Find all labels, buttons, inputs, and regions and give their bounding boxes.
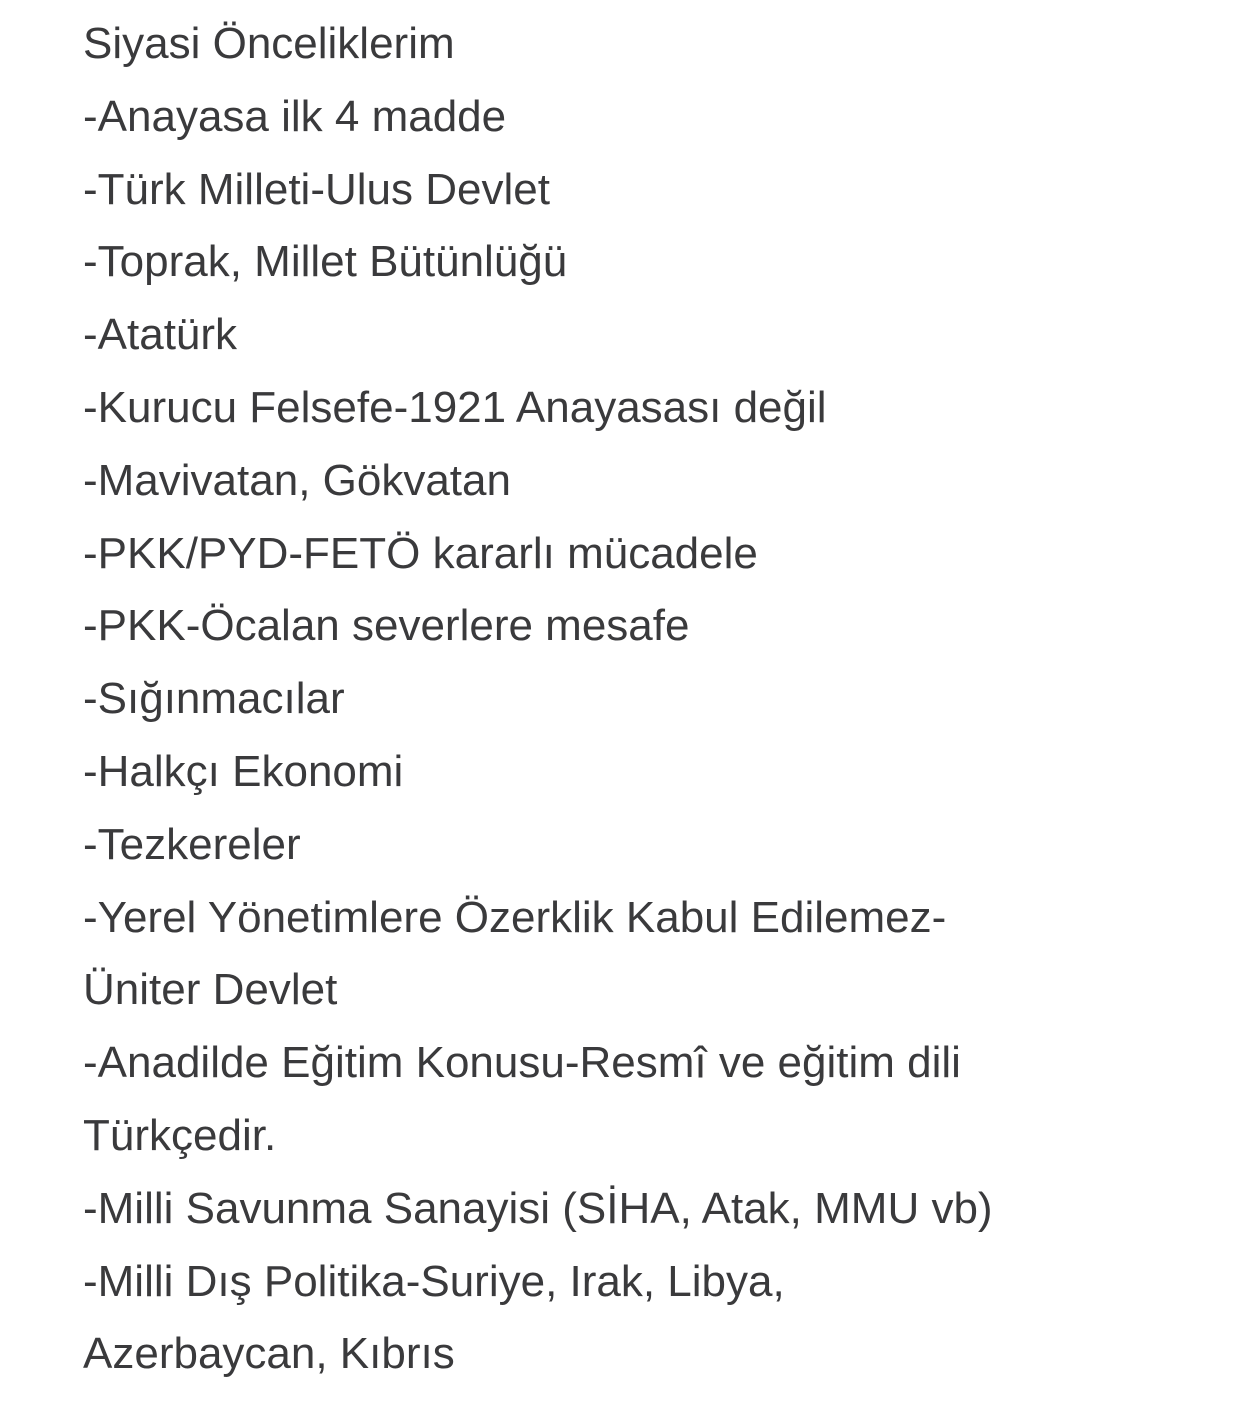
note-line: Üniter Devlet — [83, 965, 338, 1015]
note-title: Siyasi Önceliklerim — [83, 19, 455, 68]
note-line: -Mavivatan, Gökvatan — [83, 455, 511, 505]
note-line: -Sığınmacılar — [83, 674, 345, 724]
note-line: -Anadilde Eğitim Konusu-Resmî ve eğitim dili — [83, 1038, 961, 1088]
note-line: -Yerel Yönetimlere Özerklik Kabul Edilemez- — [83, 892, 947, 942]
note-line: Azerbaycan, Kıbrıs — [83, 1329, 455, 1379]
note-line: -PKK/PYD-FETÖ kararlı mücadele — [83, 528, 758, 578]
note-body — [83, 8, 1203, 1391]
note-line: -Toprak, Millet Bütünlüğü — [83, 237, 568, 287]
note-line: -Kurucu Felsefe-1921 Anayasası değil — [83, 382, 827, 432]
note-line: -Halkçı Ekonomi — [83, 746, 404, 796]
note-line: -Milli Dış Politika-Suriye, Irak, Libya, — [83, 1256, 785, 1306]
note-line: -Anayasa ilk 4 madde — [83, 91, 507, 141]
note-line: -Atatürk — [83, 310, 238, 360]
note-line: -Türk Milleti-Ulus Devlet — [83, 164, 550, 214]
note-line: Türkçedir. — [83, 1110, 277, 1160]
note-line: -Tezkereler — [83, 819, 301, 869]
note-line: -PKK-Öcalan severlere mesafe — [83, 601, 690, 651]
note-line: -Milli Savunma Sanayisi (SİHA, Atak, MMU vb) — [83, 1183, 993, 1233]
